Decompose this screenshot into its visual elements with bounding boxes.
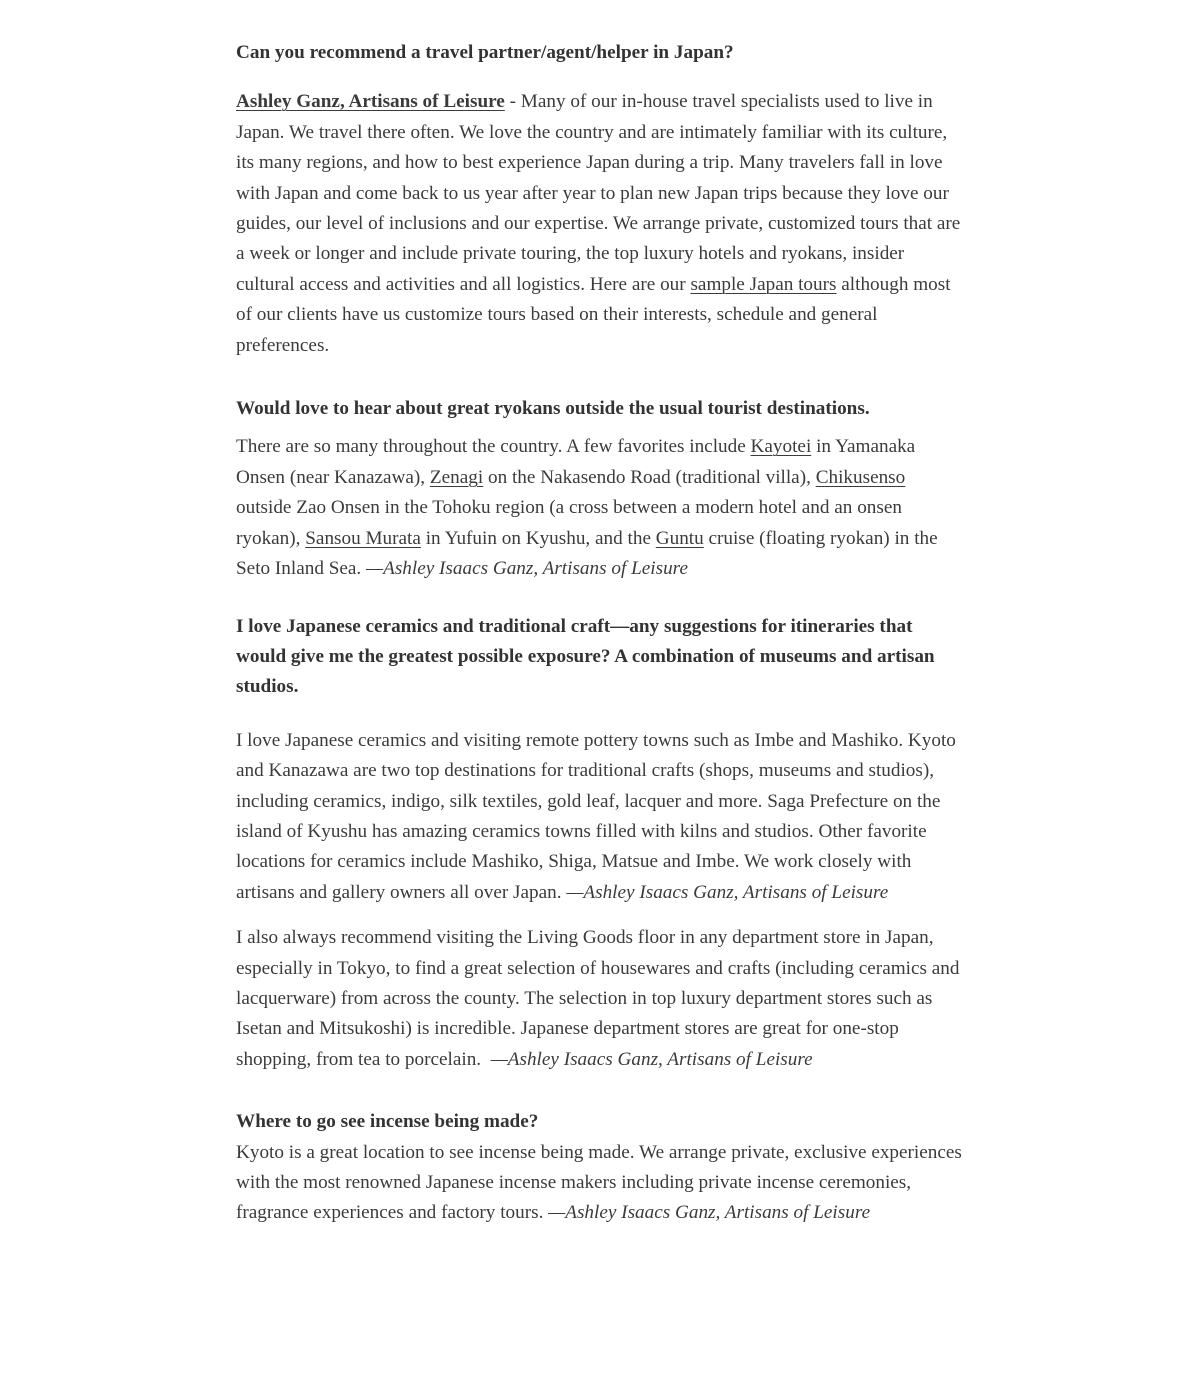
- faq-answer-travel-partner: [236, 87, 964, 361]
- faq-question-incense: Where to go see incense being made?: [236, 1111, 539, 1133]
- faq-question-ryokans: Would love to hear about great ryokans outside the usual tourist destinations.: [236, 398, 870, 420]
- faq-answer-incense: [236, 1138, 964, 1229]
- answer-text: although most of our clients have us customize tours based on their interests, schedule and general preferences.: [236, 273, 951, 356]
- guntu-link[interactable]: Guntu: [655, 527, 704, 549]
- sansou-murata-link[interactable]: Sansou Murata: [305, 527, 421, 549]
- answer-text: in Yamanaka Onsen (near Kanazawa),: [236, 436, 916, 488]
- answer-text: outside Zao Onsen in the Tohoku region (a cross between a modern hotel and an onsen ryokan),: [236, 497, 902, 549]
- kayotei-link[interactable]: Kayotei: [750, 436, 812, 458]
- faq-answer-ryokans: [236, 432, 964, 584]
- faq-answer-ceramics-2: [236, 923, 964, 1075]
- attribution: —Ashley Isaacs Ganz, Artisans of Leisure: [366, 558, 688, 580]
- answer-text: cruise (floating ryokan) in the Seto Inland Sea.: [236, 527, 938, 580]
- answer-text: I love Japanese ceramics and visiting remote pottery towns such as Imbe and Mashiko. Kyoto and Kanazawa are two top destinations for traditional crafts (shops, museums and studios), including ceramics, indigo, silk textiles, gold leaf, lacquer and more. Saga Prefecture on the island of Kyushu has amazing ceramics towns filled with kilns and studios. Other favorite locations for ceramics include Mashiko, Shiga, Matsue and Imbe. We work closely with artisans and gallery owners all over Japan.: [236, 729, 956, 903]
- answer-text: in Yufuin on Kyushu, and the: [420, 527, 656, 549]
- answer-text: Kyoto is a great location to see incense being made. We arrange private, exclusive experiences with the most renowned Japanese incense makers including private incense ceremonies, fragrance experiences and factory tours.: [236, 1141, 962, 1224]
- faq-question-travel-partner: Can you recommend a travel partner/agent/helper in Japan?: [236, 42, 734, 63]
- faq-article: [236, 38, 964, 1229]
- zenagi-link[interactable]: Zenagi: [429, 466, 484, 488]
- sample-japan-tours-link[interactable]: sample Japan tours: [690, 273, 837, 295]
- chikusenso-link[interactable]: Chikusenso: [815, 466, 906, 488]
- answer-text: - Many of our in-house travel specialists used to live in Japan. We travel there often. We love the country and are intimately familiar with its culture, its many regions, and how to best experience Japan during a trip. Many travelers fall in love with Japan and come back to us year after year to plan new Japan trips because they love our guides, our level of inclusions and our expertise. We arrange private, customized tours that are a week or longer and include private touring, the top luxury hotels and ryokans, insider cultural access and activities and all logistics. Here are our: [236, 91, 961, 295]
- attribution: —Ashley Isaacs Ganz, Artisans of Leisure: [548, 1202, 871, 1224]
- attribution: —Ashley Isaacs Ganz, Artisans of Leisure: [566, 881, 889, 903]
- author-link-ashley-ganz[interactable]: Ashley Ganz, Artisans of Leisure: [236, 91, 505, 113]
- answer-text: There are so many throughout the country. A few favorites include: [236, 436, 751, 458]
- attribution: —Ashley Isaacs Ganz, Artisans of Leisure: [490, 1048, 813, 1070]
- answer-text: I also always recommend visiting the Living Goods floor in any department store in Japan, especially in Tokyo, to find a great selection of housewares and crafts (including ceramics and lacquerware) from across the county. The selection in top luxury department stores such as Isetan and Mitsukoshi) is incredible. Japanese department stores are great for one-stop shopping, from tea to porcelain.: [236, 927, 965, 1070]
- faq-question-ceramics: I love Japanese ceramics and traditional craft—any suggestions for itineraries that would give me the greatest possible exposure? A combination of museums and artisan studios.: [236, 615, 935, 698]
- answer-text: on the Nakasendo Road (traditional villa),: [483, 466, 816, 488]
- faq-answer-ceramics-1: [236, 726, 964, 908]
